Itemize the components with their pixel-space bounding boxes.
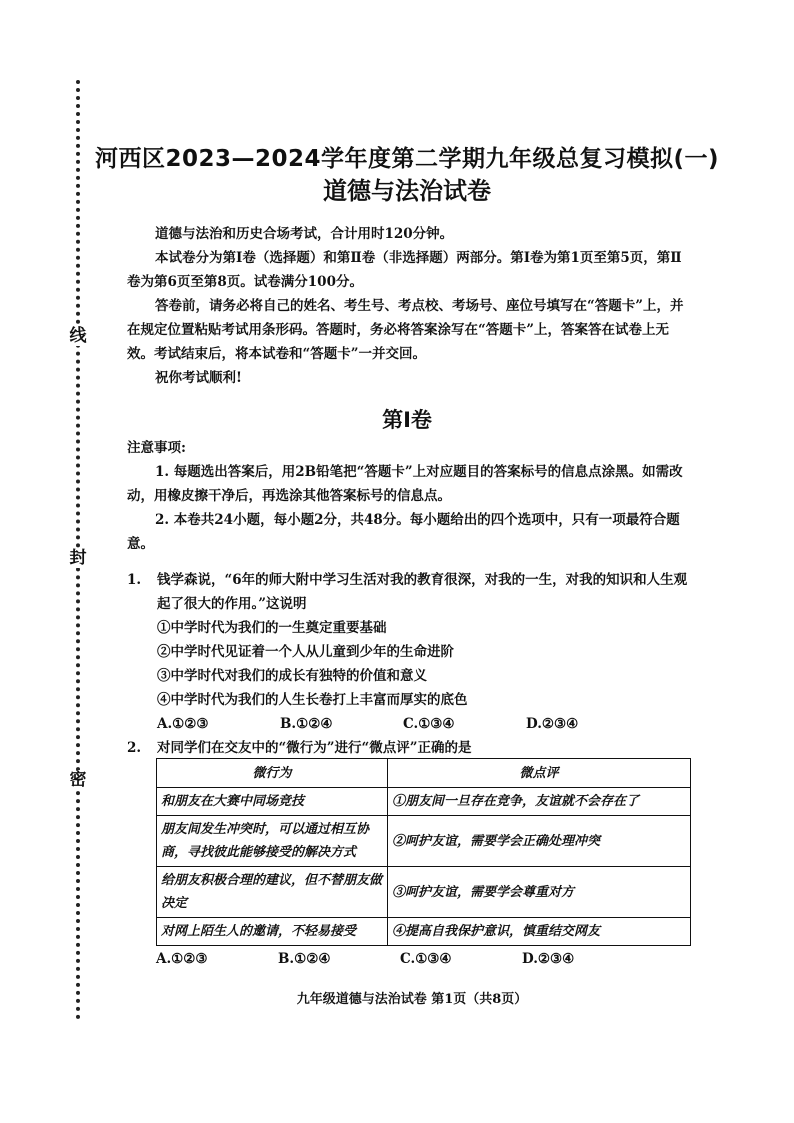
statement-item: ③中学时代对我们的成长有独特的价值和意义 (157, 668, 427, 684)
question-stem: 钱学森说，“6年的师大附中学习生活对我的教育很深，对我的一生，对我的知识和人生观起了很大的作用。”这说明 (157, 572, 688, 612)
notes-heading: 注意事项: (127, 440, 186, 456)
choice-b: B.①②④ (280, 716, 333, 732)
question-2 (127, 736, 692, 760)
binding-label-feng: 封 (69, 548, 87, 568)
micro-behavior-table (156, 758, 691, 946)
choice-a: A.①②③ (156, 951, 208, 967)
page-footer: 九年级道德与法治试卷 第1页（共8页） (296, 992, 528, 1007)
note-item: 2. 本卷共24小题，每小题2分，共48分。每小题给出的四个选项中，只有一项最符合题意。 (127, 512, 680, 552)
exam-title: 河西区2023—2024学年度第二学期九年级总复习模拟(一) (94, 146, 720, 172)
instruction-line: 祝你考试顺利! (155, 370, 242, 386)
instruction-line: 道德与法治和历史合场考试，合计用时120分钟。 (155, 226, 454, 242)
behavior-cell: 给朋友积极合理的建议，但不替朋友做决定 (157, 867, 388, 918)
instruction-line: 本试卷分为第Ⅰ卷（选择题）和第Ⅱ卷（非选择题）两部分。第Ⅰ卷为第1页至第5页，第Ⅱ卷为第6页至第8页。试卷满分100分。 (127, 250, 682, 290)
answer-choices (157, 712, 692, 736)
table-row (157, 788, 691, 816)
binding-label-xian: 线 (69, 326, 87, 346)
behavior-cell: 和朋友在大赛中同场竞技 (157, 788, 388, 816)
column-header: 微行为 (157, 759, 388, 788)
table-row (157, 867, 691, 918)
comment-cell: ①朋友间一旦存在竞争，友谊就不会存在了 (388, 788, 691, 816)
volume-title: 第Ⅰ卷 (382, 408, 432, 432)
question-number: 1. (127, 572, 142, 588)
table-row (157, 816, 691, 867)
question-1 (127, 568, 692, 736)
behavior-cell: 对网上陌生人的邀请，不轻易接受 (157, 918, 388, 946)
choice-c: C.①③④ (400, 951, 452, 967)
instruction-line: 答卷前，请务必将自己的姓名、考生号、考点校、考场号、座位号填写在“答题卡”上，并在规定位置粘贴考试用条形码。答题时，务必将答案涂写在“答题卡”上，答案答在试卷上无效。考试结束后，将本试卷和“答题卡”一并交回。 (127, 298, 684, 362)
binding-label-mi: 密 (69, 770, 87, 790)
comment-cell: ③呵护友谊，需要学会尊重对方 (388, 867, 691, 918)
statement-item: ①中学时代为我们的一生奠定重要基础 (157, 620, 387, 636)
behavior-cell: 朋友间发生冲突时，可以通过相互协商，寻找彼此能够接受的解决方式 (157, 816, 388, 867)
choice-d: D.②③④ (526, 716, 579, 732)
exam-instructions (127, 222, 687, 390)
exam-subject-title: 道德与法治试卷 (323, 177, 491, 205)
comment-cell: ②呵护友谊，需要学会正确处理冲突 (388, 816, 691, 867)
note-item: 1. 每题选出答案后，用2B铅笔把“答题卡”上对应题目的答案标号的信息点涂黑。如需改动，用橡皮擦干净后，再选涂其他答案标号的信息点。 (127, 464, 683, 504)
statement-item: ④中学时代为我们的人生长卷打上丰富而厚实的底色 (157, 692, 468, 708)
answer-choices (156, 951, 696, 967)
column-header: 微点评 (388, 759, 691, 788)
question-number: 2. (127, 740, 142, 756)
table-header-row (157, 759, 691, 788)
choice-b: B.①②④ (278, 951, 331, 967)
question-stem: 对同学们在交友中的“微行为”进行“微点评”正确的是 (157, 740, 472, 756)
choice-a: A.①②③ (157, 716, 209, 732)
notes-section (127, 436, 687, 556)
statement-item: ②中学时代见证着一个人从儿童到少年的生命进阶 (157, 644, 454, 660)
table-row (157, 918, 691, 946)
choice-d: D.②③④ (522, 951, 575, 967)
comment-cell: ④提高自我保护意识，慎重结交网友 (388, 918, 691, 946)
choice-c: C.①③④ (403, 716, 455, 732)
